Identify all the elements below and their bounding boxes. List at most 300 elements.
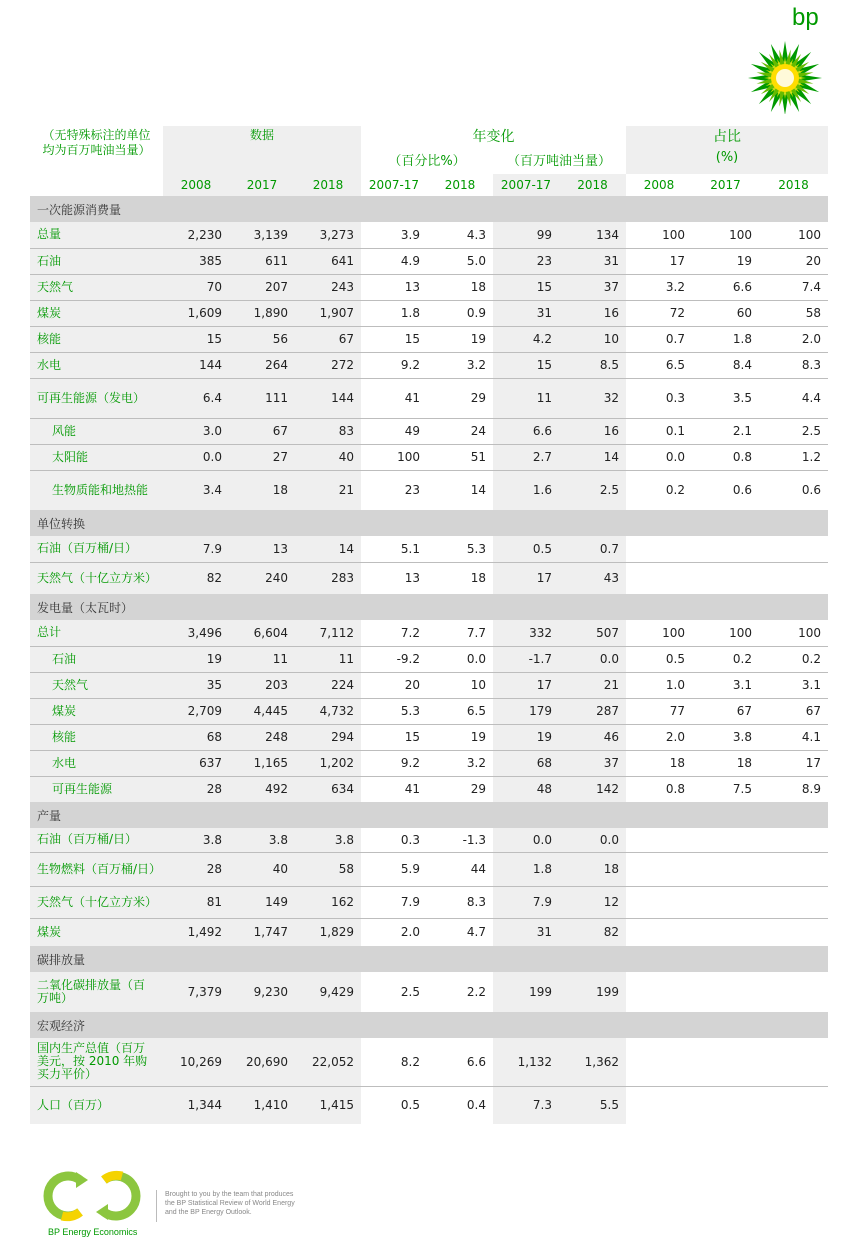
row-label: 煤炭 (30, 698, 163, 724)
table-cell: 1,415 (295, 1086, 361, 1124)
table-cell: 7,379 (163, 972, 229, 1012)
table-cell: 14 (295, 536, 361, 562)
table-cell: 1,362 (559, 1038, 626, 1086)
table-cell: 58 (295, 852, 361, 886)
table-cell: 99 (493, 222, 559, 248)
row-label: 风能 (30, 418, 163, 444)
table-cell: 144 (295, 378, 361, 418)
table-cell (759, 828, 828, 852)
table-cell: 0.4 (466, 1098, 486, 1113)
table-cell: 1.2 (759, 444, 828, 470)
table-cell: 5.0 (427, 248, 493, 274)
table-cell: 6.6 (427, 1038, 493, 1086)
table-cell: 2.0 (626, 724, 692, 750)
table-cell: 294 (295, 724, 361, 750)
table-cell: 641 (295, 248, 361, 274)
table-cell: 6.6 (493, 418, 559, 444)
table-cell: 4.7 (466, 925, 486, 940)
table-cell: 68 (493, 750, 559, 776)
table-cell: 0.6 (801, 483, 822, 498)
table-cell: 637 (163, 750, 229, 776)
row-label: 天然气（十亿立方米） (30, 562, 163, 594)
year-header: 2018 (559, 174, 626, 196)
table-cell: 203 (229, 672, 295, 698)
table-cell: 283 (295, 562, 361, 594)
table-cell: 8.3 (759, 352, 828, 378)
table-cell: 68 (163, 724, 229, 750)
table-cell: 1.6 (493, 470, 559, 510)
table-cell: 634 (295, 776, 361, 802)
table-cell: 56 (229, 326, 295, 352)
table-cell: 58 (759, 300, 828, 326)
table-cell (626, 1038, 692, 1086)
table-cell: 0.0 (163, 444, 229, 470)
table-cell (759, 886, 828, 918)
year-header: 2017 (229, 174, 295, 196)
table-cell: 5.3 (427, 536, 493, 562)
energy-data-table (30, 126, 828, 1124)
table-cell: 1,890 (229, 300, 295, 326)
table-cell: 7,112 (295, 620, 361, 646)
table-cell: 14 (559, 444, 626, 470)
table-cell: 0.2 (759, 646, 828, 672)
table-cell: 2.2 (466, 985, 486, 999)
table-row (30, 536, 828, 562)
table-row (30, 620, 828, 646)
table-cell: 46 (559, 724, 626, 750)
table-row (30, 562, 828, 594)
table-cell: 8.9 (801, 782, 822, 797)
table-row (30, 326, 828, 352)
table-cell: 5.1 (361, 536, 427, 562)
table-cell: 67 (692, 698, 759, 724)
table-cell: 7.9 (493, 886, 559, 918)
table-cell: 3.8 (295, 828, 361, 852)
table-cell: 1.0 (626, 672, 692, 698)
table-cell: 82 (163, 562, 229, 594)
units-note: （无特殊标注的单位均为百万吨油当量） (42, 128, 151, 157)
table-cell: 1,747 (229, 918, 295, 946)
header-change-mtoe: （百万吨油当量） (506, 154, 611, 169)
header-data: 数据 (163, 126, 361, 174)
table-cell: 43 (559, 562, 626, 594)
table-cell: 4,445 (229, 698, 295, 724)
table-cell: 4.2 (493, 326, 559, 352)
table-cell: 8.2 (361, 1038, 427, 1086)
table-cell: 17 (626, 248, 692, 274)
table-cell: 15 (361, 724, 427, 750)
row-label: 天然气 (30, 274, 163, 300)
table-cell: 199 (493, 972, 559, 1012)
table-cell: 8.3 (427, 886, 493, 918)
table-cell (692, 828, 759, 852)
table-cell: 23 (404, 483, 420, 498)
bp-helios-logo-icon (740, 6, 830, 114)
table-cell: 11 (229, 646, 295, 672)
table-cell: 3,273 (295, 222, 361, 248)
table-cell: 24 (427, 418, 493, 444)
table-cell: 3.2 (427, 750, 493, 776)
table-cell: 19 (692, 248, 759, 274)
table-cell: 272 (295, 352, 361, 378)
table-cell: 149 (229, 886, 295, 918)
table-cell: 10 (427, 672, 493, 698)
table-cell: 240 (229, 562, 295, 594)
row-label: 国内生产总值（百万美元，按 2010 年购买力平价） (30, 1038, 163, 1086)
table-cell: 83 (295, 418, 361, 444)
table-cell: 18 (427, 274, 493, 300)
table-cell (692, 536, 759, 562)
table-cell: 10,269 (163, 1038, 229, 1086)
table-cell: 0.7 (559, 536, 626, 562)
table-cell: 162 (295, 886, 361, 918)
row-label: 可再生能源 (30, 776, 163, 802)
table-cell: 19 (427, 724, 493, 750)
table-cell: 18 (559, 852, 626, 886)
table-cell: 32 (559, 378, 626, 418)
table-cell: 1,344 (163, 1086, 229, 1124)
row-label: 石油 (30, 646, 163, 672)
table-cell: 15 (361, 326, 427, 352)
table-cell: 134 (559, 222, 626, 248)
table-cell: 9,429 (295, 972, 361, 1012)
table-cell: 67 (295, 326, 361, 352)
table-cell: 385 (163, 248, 229, 274)
table-cell: 27 (229, 444, 295, 470)
header-change-percent: （百分比%） (388, 154, 466, 169)
table-cell: 179 (493, 698, 559, 724)
table-row (30, 470, 828, 510)
table-row (30, 222, 828, 248)
table-cell: 287 (559, 698, 626, 724)
table-row (30, 352, 828, 378)
table-cell: 3.2 (626, 274, 692, 300)
table-cell: 15 (493, 274, 559, 300)
row-label: 可再生能源（发电） (30, 378, 163, 418)
table-cell: 1,132 (493, 1038, 559, 1086)
table-cell: 37 (559, 750, 626, 776)
table-cell: 7.7 (427, 620, 493, 646)
table-cell: 0.3 (626, 378, 692, 418)
table-cell: 3.8 (163, 828, 229, 852)
table-cell: 10 (559, 326, 626, 352)
table-cell: 0.2 (692, 646, 759, 672)
table-cell: 1,165 (229, 750, 295, 776)
row-label: 天然气（十亿立方米） (30, 886, 163, 918)
table-cell: 224 (295, 672, 361, 698)
table-cell: 100 (626, 620, 692, 646)
table-cell: 4.3 (427, 222, 493, 248)
table-cell: 31 (559, 248, 626, 274)
table-row (30, 378, 828, 418)
footer-brand: BP Energy Economics (48, 1227, 138, 1237)
table-cell (626, 972, 692, 1012)
table-cell: 3.8 (692, 724, 759, 750)
table-cell: 3.4 (163, 470, 229, 510)
table-cell: 100 (692, 620, 759, 646)
table-cell (626, 1086, 692, 1124)
table-cell: 18 (626, 750, 692, 776)
table-cell (759, 1038, 828, 1086)
footer-credit-line1: Brought to you by the team that produces (165, 1191, 294, 1198)
footer-divider (156, 1190, 157, 1222)
table-cell: 0.8 (692, 444, 759, 470)
row-label: 核能 (30, 724, 163, 750)
table-cell: 44 (427, 852, 493, 886)
footer-credit (165, 1190, 315, 1217)
table-cell: 4.9 (361, 248, 427, 274)
table-cell: 6.5 (427, 698, 493, 724)
table-row (30, 1038, 828, 1086)
table-cell: 23 (493, 248, 559, 274)
bp-energy-economics-logo-icon (40, 1168, 144, 1224)
table-cell: 0.8 (665, 782, 685, 797)
table-cell: 9,230 (229, 972, 295, 1012)
table-cell: 77 (626, 698, 692, 724)
table-cell: 40 (229, 852, 295, 886)
table-cell (759, 536, 828, 562)
table-cell: 1,492 (163, 918, 229, 946)
table-cell: 0.9 (427, 300, 493, 326)
table-cell: 29 (427, 378, 493, 418)
footer-credit-line2: the BP Statistical Review of World Energy (165, 1200, 295, 1207)
table-cell: 49 (361, 418, 427, 444)
table-cell (759, 918, 828, 946)
table-cell: 72 (626, 300, 692, 326)
table-cell: 8.4 (692, 352, 759, 378)
table-row (30, 274, 828, 300)
table-cell: 3,496 (163, 620, 229, 646)
table-row (30, 972, 828, 1012)
table-cell: 0.2 (665, 483, 685, 498)
table-cell: 248 (229, 724, 295, 750)
table-cell (626, 852, 692, 886)
footer-credit-line3: and the BP Energy Outlook. (165, 1209, 252, 1216)
table-cell: 0.5 (400, 1098, 420, 1113)
table-cell (626, 886, 692, 918)
table-cell: 2.0 (400, 925, 420, 940)
table-row (30, 698, 828, 724)
row-label: 石油（百万桶/日） (30, 828, 163, 852)
table-cell: 3.9 (361, 222, 427, 248)
table-cell: 15 (493, 352, 559, 378)
table-cell: 0.5 (626, 646, 692, 672)
table-cell (626, 562, 692, 594)
row-label: 二氧化碳排放量（百万吨） (30, 972, 163, 1012)
table-cell: -1.7 (493, 646, 559, 672)
table-cell (626, 828, 692, 852)
table-cell: 17 (759, 750, 828, 776)
table-cell: 3.0 (163, 418, 229, 444)
table-cell: 1,829 (295, 918, 361, 946)
table-cell: 35 (163, 672, 229, 698)
table-cell: 0.0 (626, 444, 692, 470)
table-row (30, 886, 828, 918)
table-cell: 60 (692, 300, 759, 326)
table-cell: 7.9 (163, 536, 229, 562)
table-cell: 2.5 (759, 418, 828, 444)
table-cell: 199 (559, 972, 626, 1012)
table-row (30, 776, 828, 802)
table-cell: 9.2 (361, 352, 427, 378)
table-cell: 6.4 (163, 378, 229, 418)
table-cell: 5.3 (361, 698, 427, 724)
table-cell: 2.5 (559, 470, 626, 510)
table-cell: 6.5 (626, 352, 692, 378)
table-cell (692, 562, 759, 594)
table-cell: 11 (295, 646, 361, 672)
table-cell: 100 (759, 620, 828, 646)
table-cell: 4.4 (759, 378, 828, 418)
row-label: 水电 (30, 750, 163, 776)
row-label: 总量 (30, 222, 163, 248)
year-header: 2018 (295, 174, 361, 196)
table-cell (626, 918, 692, 946)
table-cell: 3,139 (229, 222, 295, 248)
table-cell: 13 (361, 274, 427, 300)
table-cell (692, 852, 759, 886)
section-header: 产量 (30, 802, 828, 828)
table-cell: 18 (692, 750, 759, 776)
row-label: 煤炭 (30, 918, 163, 946)
table-cell: 51 (427, 444, 493, 470)
table-cell: 6,604 (229, 620, 295, 646)
table-cell: 18 (470, 571, 486, 586)
table-cell: 20 (759, 248, 828, 274)
table-cell: 4,732 (295, 698, 361, 724)
table-cell (692, 972, 759, 1012)
year-header: 2008 (163, 174, 229, 196)
table-cell: 70 (163, 274, 229, 300)
table-cell: 2.5 (400, 985, 420, 999)
table-cell: 7.9 (361, 886, 427, 918)
table-row (30, 1086, 828, 1124)
table-cell: 0.0 (427, 646, 493, 672)
table-cell (692, 918, 759, 946)
table-cell (759, 1086, 828, 1124)
year-header: 2018 (778, 178, 809, 192)
table-cell: 7.3 (493, 1086, 559, 1124)
table-cell: 4.1 (759, 724, 828, 750)
table-cell: 21 (559, 672, 626, 698)
table-row (30, 300, 828, 326)
section-header: 碳排放量 (30, 946, 828, 972)
table-cell: 81 (163, 886, 229, 918)
table-cell: -9.2 (361, 646, 427, 672)
table-row (30, 444, 828, 470)
table-cell: 28 (163, 776, 229, 802)
table-cell: 11 (493, 378, 559, 418)
table-cell: 5.9 (361, 852, 427, 886)
table-cell: 264 (229, 352, 295, 378)
table-cell: 6.6 (692, 274, 759, 300)
row-label: 核能 (30, 326, 163, 352)
table-cell (626, 536, 692, 562)
table-cell: 2.7 (493, 444, 559, 470)
table-cell (759, 972, 828, 1012)
table-cell: 3.2 (427, 352, 493, 378)
row-label: 生物燃料（百万桶/日） (30, 852, 163, 886)
table-cell: 1,609 (163, 300, 229, 326)
section-header: 单位转换 (30, 510, 828, 536)
table-cell: 37 (559, 274, 626, 300)
table-cell: 1,907 (295, 300, 361, 326)
table-cell: 492 (229, 776, 295, 802)
table-cell: 1,410 (229, 1086, 295, 1124)
table-cell: -1.3 (427, 828, 493, 852)
table-cell: 611 (229, 248, 295, 274)
table-cell: 12 (559, 886, 626, 918)
table-cell: 3.8 (229, 828, 295, 852)
table-cell: 100 (626, 222, 692, 248)
header-share: 占比 (713, 129, 741, 145)
table-cell: 15 (163, 326, 229, 352)
header-share-unit: (%) (715, 150, 739, 165)
table-cell: 19 (493, 724, 559, 750)
row-label: 煤炭 (30, 300, 163, 326)
table-cell: 21 (295, 470, 361, 510)
table-cell: 18 (229, 470, 295, 510)
table-cell: 19 (163, 646, 229, 672)
table-cell: 7.4 (759, 274, 828, 300)
table-cell: 17 (493, 672, 559, 698)
table-cell: 13 (404, 571, 420, 586)
table-row (30, 418, 828, 444)
table-cell: 207 (229, 274, 295, 300)
row-label: 太阳能 (30, 444, 163, 470)
table-cell: 144 (163, 352, 229, 378)
table-cell: 2.0 (759, 326, 828, 352)
table-cell: 0.3 (361, 828, 427, 852)
year-header: 2008 (643, 178, 675, 192)
table-cell: 100 (692, 222, 759, 248)
table-cell: 40 (295, 444, 361, 470)
table-cell: 0.0 (559, 828, 626, 852)
table-cell: 20 (361, 672, 427, 698)
table-cell: 14 (470, 483, 486, 498)
table-cell: 3.1 (692, 672, 759, 698)
table-row (30, 852, 828, 886)
year-header: 2017 (710, 178, 741, 192)
section-header: 发电量（太瓦时） (30, 594, 828, 620)
table-cell: 41 (361, 378, 427, 418)
table-cell: 67 (229, 418, 295, 444)
table-row (30, 828, 828, 852)
table-cell (692, 886, 759, 918)
row-label: 天然气 (30, 672, 163, 698)
table-cell (692, 1086, 759, 1124)
table-cell: 2.1 (692, 418, 759, 444)
table-cell: 5.5 (559, 1086, 626, 1124)
table-cell: 0.0 (559, 646, 626, 672)
year-header: 2007-17 (368, 178, 420, 192)
row-label: 石油（百万桶/日） (30, 536, 163, 562)
table-cell: 3.5 (692, 378, 759, 418)
bp-logo-text: bp (792, 4, 819, 31)
table-cell: 22,052 (295, 1038, 361, 1086)
table-cell: 1.8 (692, 326, 759, 352)
table-cell: 20,690 (229, 1038, 295, 1086)
table-cell: 82 (559, 918, 626, 946)
year-header: 2018 (444, 178, 476, 192)
table-cell: 16 (559, 418, 626, 444)
row-label: 人口（百万） (30, 1086, 163, 1124)
table-cell: 67 (759, 698, 828, 724)
table-cell: 7.5 (732, 782, 752, 797)
table-cell: 0.1 (626, 418, 692, 444)
table-cell: 13 (229, 536, 295, 562)
table-cell: 7.2 (361, 620, 427, 646)
